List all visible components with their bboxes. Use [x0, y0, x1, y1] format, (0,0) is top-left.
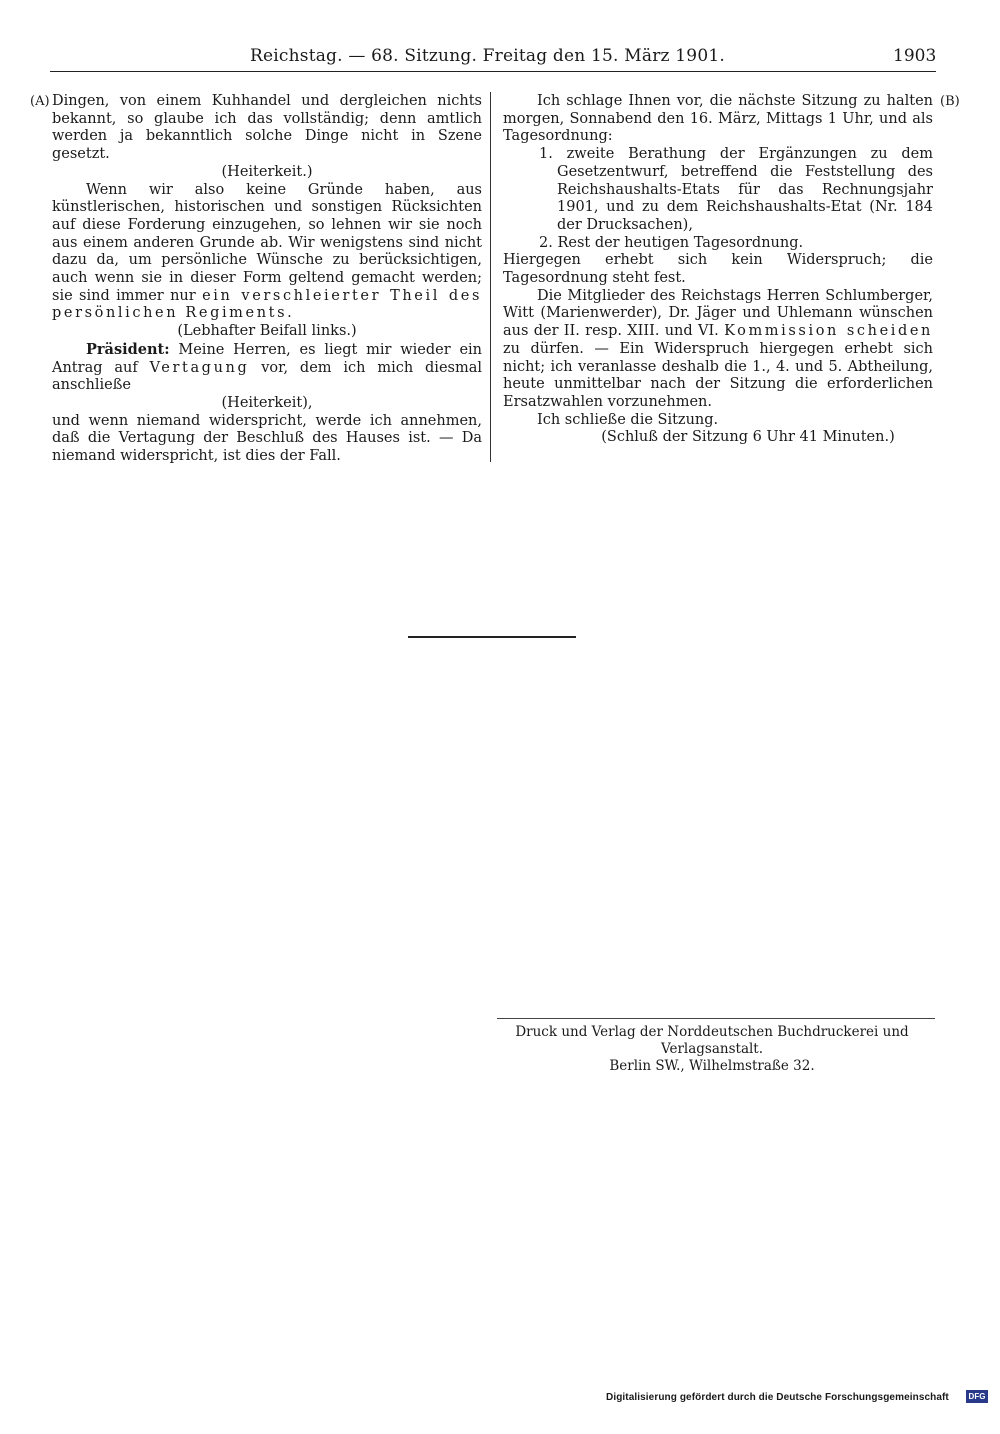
reaction-applause: (Lebhafter Beifall links.): [177, 323, 357, 340]
margin-marker-b: (B): [940, 94, 960, 109]
speaker-label: Präsident:: [86, 340, 170, 358]
president-text-b: vor, dem ich mich diesmal anschließe: [52, 359, 483, 394]
right-column: [503, 93, 933, 447]
footer-rule: [497, 1018, 935, 1019]
right-paragraph-3: [503, 288, 933, 412]
right-paragraph-2: Hiergegen erhebt sich kein Widerspruch; die Tagesordnung steht fest.: [503, 252, 933, 287]
president-text-a: Meine Herren, es liegt mir wieder ein Antrag auf: [52, 341, 483, 376]
left-column: [52, 93, 482, 466]
page-number: 1903: [893, 46, 937, 66]
dfg-logo-icon: DFG: [966, 1390, 988, 1403]
right-paragraph-3-b: zu dürfen. — Ein Widerspruch hiergegen erhebt sich nicht; ich veranlasse deshalb die 1., 4. und 5. Abtheilung, heute unmittelbar nach der Sitzung die erforderlichen Ersatzwahlen vorzunehmen.: [503, 340, 933, 410]
column-divider: [490, 92, 491, 462]
president-statement: [52, 341, 482, 395]
printer-imprint: [492, 1024, 932, 1075]
left-paragraph-4: und wenn niemand widerspricht, werde ich annehmen, daß die Vertagung der Beschluß des Hauses ist. — Da niemand widerspricht, ist dies der Fall.: [52, 412, 482, 465]
reaction-laughter-1: (Heiterkeit.): [221, 163, 313, 180]
header-rule: [50, 71, 936, 72]
digitization-note: Digitalisierung gefördert durch die Deutsche Forschungsgemeinschaft: [606, 1392, 949, 1403]
session-closing-note: (Schluß der Sitzung 6 Uhr 41 Minuten.): [601, 429, 895, 446]
president-text-spaced: Vertagung: [149, 359, 250, 376]
margin-marker-a: (A): [30, 94, 50, 109]
agenda-item-2: 2. Rest der heutigen Tagesordnung.: [539, 234, 804, 251]
left-paragraph-2-spaced: ein verschleierter Theil des persönlichen Regiments.: [52, 287, 483, 322]
end-of-text-rule: [408, 636, 576, 638]
left-paragraph-2-text: Wenn wir also keine Gründe haben, aus künstlerischen, historischen und sonstigen Rücksichten auf diese Forderung einzugehen, so lehnen wir sie noch aus einem anderen Grunde ab. Wir wenigstens sind nicht dazu da, um persönliche Wünsche zu berücksichtigen, auch wenn sie in dieser Form geltend gemacht werden; sie sind immer nur: [52, 181, 482, 304]
right-paragraph-3-spaced: Kommission scheiden: [724, 323, 933, 340]
running-header: Reichstag. — 68. Sitzung. Freitag den 15. März 1901.: [250, 46, 725, 66]
imprint-line-1: Druck und Verlag der Norddeutschen Buchdruckerei und Verlagsanstalt.: [515, 1024, 909, 1057]
right-paragraph-1: Ich schlage Ihnen vor, die nächste Sitzung zu halten morgen, Sonnabend den 16. März, Mittags 1 Uhr, und als Tagesordnung:: [503, 93, 933, 145]
reaction-laughter-2: (Heiterkeit),: [221, 394, 313, 411]
left-paragraph-2: [52, 182, 482, 324]
left-paragraph-1: Dingen, von einem Kuhhandel und dergleichen nichts bekannt, so glaube ich das vollständig; denn amtlich werden ja bekanntlich solche Dinge nicht in Szene gesetzt.: [52, 93, 482, 163]
imprint-line-2: Berlin SW., Wilhelmstraße 32.: [609, 1058, 815, 1074]
right-paragraph-4: Ich schließe die Sitzung.: [537, 411, 719, 428]
agenda-item-1: 1. zweite Berathung der Ergänzungen zu dem Gesetzentwurf, betreffend die Feststellung des Reichshaushalts-Etats für das Rechnungsjahr 1901, und zu dem Reichshaushalts-Etat (Nr. 184 der Drucksachen),: [539, 146, 933, 233]
right-paragraph-3-a: Die Mitglieder des Reichstags Herren Schlumberger, Witt (Marienwerder), Dr. Jäger und Uhlemann wünschen aus der II. resp. XIII. und VI.: [503, 287, 933, 340]
